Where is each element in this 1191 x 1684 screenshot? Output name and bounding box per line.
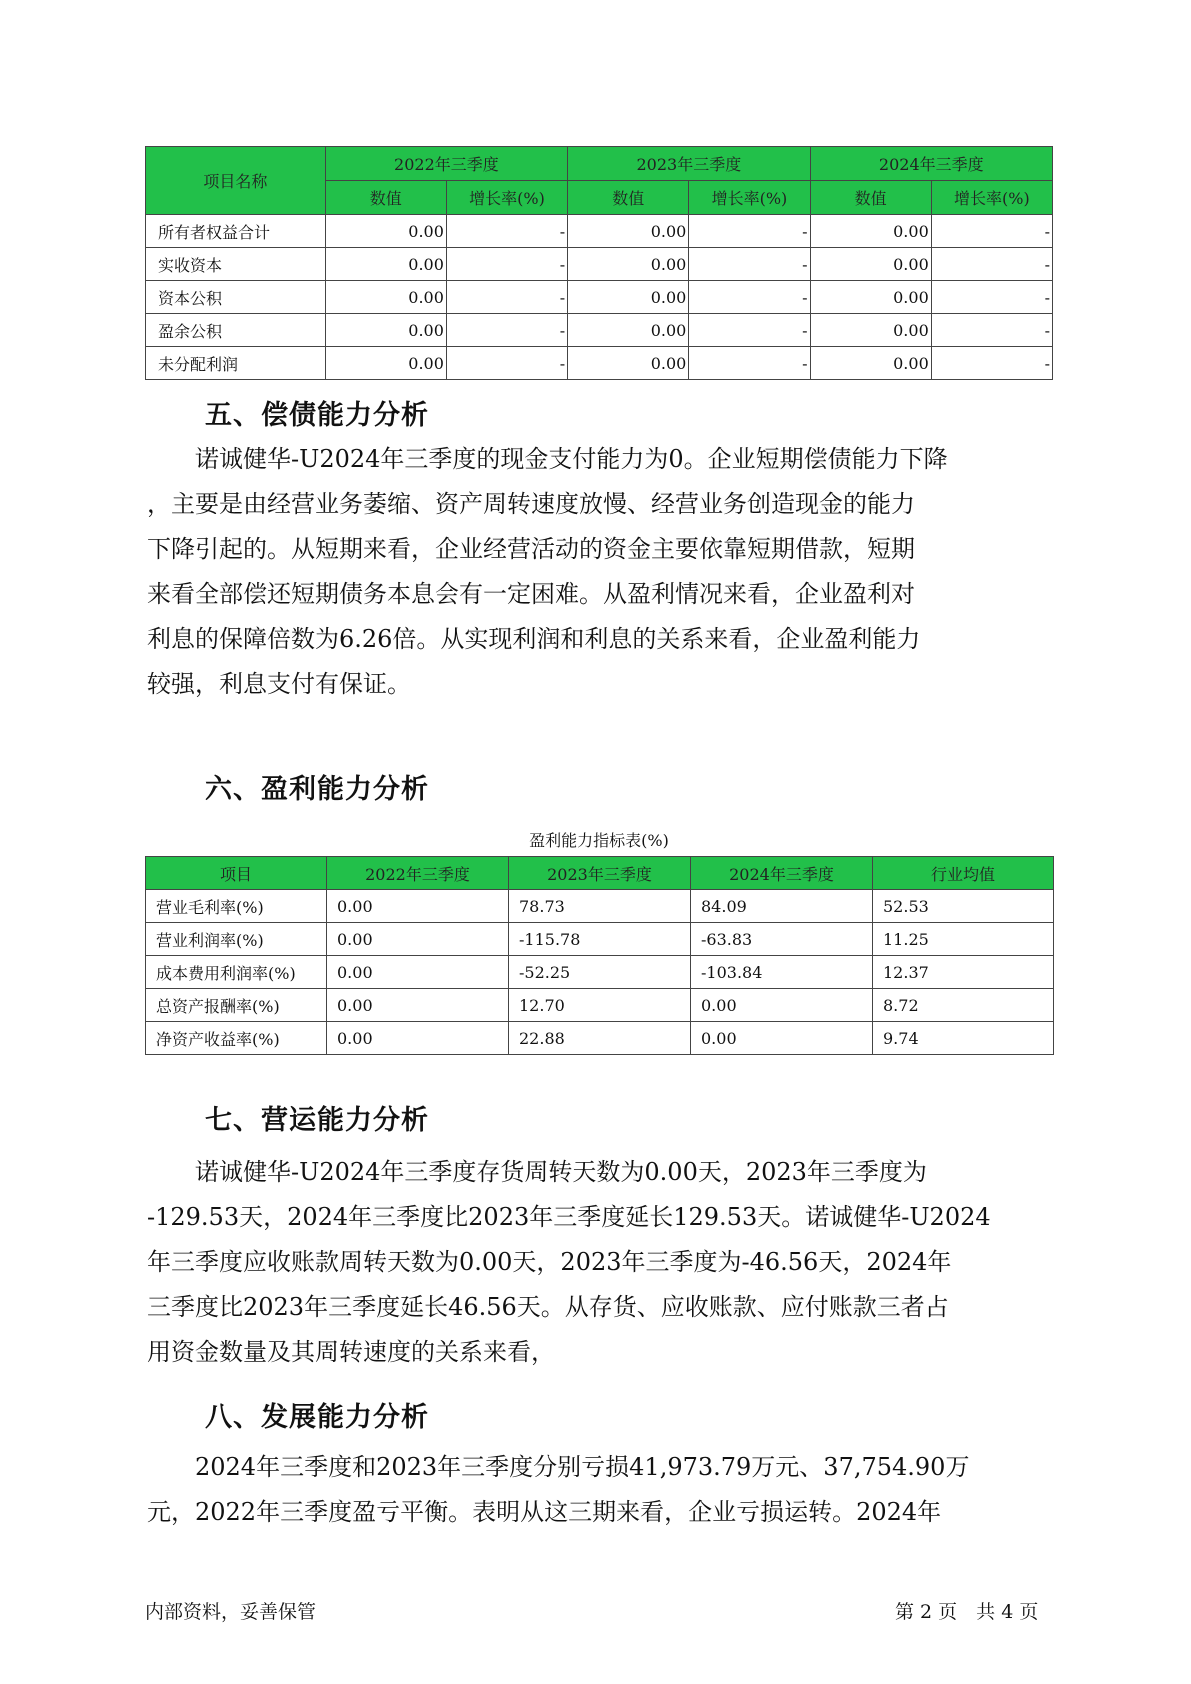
value-cell: 9.74	[873, 1022, 1054, 1055]
section-5-paragraph	[147, 437, 1057, 707]
section-6-title: 六、盈利能力分析	[205, 774, 429, 805]
row-label: 盈余公积	[146, 314, 326, 347]
profit-table-body	[146, 890, 1054, 1055]
value-cell: 0.00	[568, 248, 689, 281]
value-cell: -103.84	[691, 956, 873, 989]
value-cell: 78.73	[509, 890, 691, 923]
value-cell: 0.00	[325, 215, 446, 248]
footer-page-number: 第 2 页 共 4 页	[895, 1601, 1039, 1623]
value-cell: 0.00	[327, 890, 509, 923]
paragraph-line: ，主要是由经营业务萎缩、资产周转速度放慢、经营业务创造现金的能力	[147, 490, 915, 518]
growth-cell: -	[446, 215, 567, 248]
growth-cell: -	[446, 314, 567, 347]
table-row	[146, 923, 1054, 956]
value-cell: 0.00	[810, 314, 931, 347]
table-row	[146, 248, 1053, 281]
value-cell: 0.00	[810, 281, 931, 314]
paragraph-line: 来看全部偿还短期债务本息会有一定困难。从盈利情况来看，企业盈利对	[147, 580, 915, 608]
value-cell: -52.25	[509, 956, 691, 989]
table-row	[146, 314, 1053, 347]
value-cell: 0.00	[568, 215, 689, 248]
value-cell: 12.37	[873, 956, 1054, 989]
growth-cell: -	[689, 281, 810, 314]
value-cell: 0.00	[325, 281, 446, 314]
paragraph-line: 下降引起的。从短期来看，企业经营活动的资金主要依靠短期借款，短期	[147, 535, 915, 563]
growth-cell: -	[931, 248, 1052, 281]
value-cell: 0.00	[327, 989, 509, 1022]
row-label: 营业利润率(%)	[146, 923, 327, 956]
header-growth: 增长率(%)	[446, 181, 567, 215]
growth-cell: -	[446, 248, 567, 281]
paragraph-line: 诺诚健华-U2024年三季度的现金支付能力为0。企业短期偿债能力下降	[147, 445, 948, 473]
paragraph-line: 用资金数量及其周转速度的关系来看，	[147, 1338, 555, 1366]
value-cell: 8.72	[873, 989, 1054, 1022]
value-cell: 0.00	[327, 1022, 509, 1055]
header-period-2024: 2024年三季度	[691, 857, 873, 890]
table-row	[146, 281, 1053, 314]
section-5-title: 五、偿债能力分析	[205, 400, 429, 431]
table-row	[146, 956, 1054, 989]
header-item: 项目	[146, 857, 327, 890]
value-cell: -115.78	[509, 923, 691, 956]
growth-cell: -	[446, 281, 567, 314]
value-cell: 22.88	[509, 1022, 691, 1055]
growth-cell: -	[446, 347, 567, 380]
row-label: 成本费用利润率(%)	[146, 956, 327, 989]
equity-table-body	[146, 215, 1053, 380]
header-period-2022: 2022年三季度	[327, 857, 509, 890]
growth-cell: -	[931, 314, 1052, 347]
value-cell: 84.09	[691, 890, 873, 923]
header-period-2022: 2022年三季度	[325, 147, 567, 181]
paragraph-line: 年三季度应收账款周转天数为0.00天，2023年三季度为-46.56天，2024年	[147, 1248, 952, 1276]
value-cell: 0.00	[325, 248, 446, 281]
equity-table-header	[146, 147, 1053, 215]
paragraph-line: 元，2022年三季度盈亏平衡。表明从这三期来看，企业亏损运转。2024年	[147, 1498, 942, 1526]
value-cell: 0.00	[691, 989, 873, 1022]
paragraph-line: 2024年三季度和2023年三季度分别亏损41,973.79万元、37,754.90万	[147, 1453, 970, 1481]
header-value: 数值	[810, 181, 931, 215]
header-value: 数值	[325, 181, 446, 215]
table-row	[146, 347, 1053, 380]
header-growth: 增长率(%)	[931, 181, 1052, 215]
value-cell: 0.00	[691, 1022, 873, 1055]
section-8-title: 八、发展能力分析	[205, 1402, 429, 1433]
paragraph-line: 较强，利息支付有保证。	[147, 670, 411, 698]
paragraph-line: 利息的保障倍数为6.26倍。从实现利润和利息的关系来看，企业盈利能力	[147, 625, 921, 653]
header-period-2023: 2023年三季度	[509, 857, 691, 890]
growth-cell: -	[689, 347, 810, 380]
value-cell: -63.83	[691, 923, 873, 956]
section-7-title: 七、营运能力分析	[205, 1105, 429, 1136]
paragraph-line: 三季度比2023年三季度延长46.56天。从存货、应收账款、应付账款三者占	[147, 1293, 949, 1321]
header-value: 数值	[568, 181, 689, 215]
value-cell: 0.00	[327, 923, 509, 956]
growth-cell: -	[689, 215, 810, 248]
profit-table	[145, 856, 1054, 1055]
growth-cell: -	[931, 347, 1052, 380]
growth-cell: -	[931, 215, 1052, 248]
table-row	[146, 1022, 1054, 1055]
header-item-name: 项目名称	[146, 147, 326, 215]
value-cell: 0.00	[325, 347, 446, 380]
value-cell: 0.00	[325, 314, 446, 347]
table-row	[146, 215, 1053, 248]
value-cell: 12.70	[509, 989, 691, 1022]
value-cell: 0.00	[810, 347, 931, 380]
row-label: 净资产收益率(%)	[146, 1022, 327, 1055]
value-cell: 0.00	[810, 215, 931, 248]
table-row	[146, 989, 1054, 1022]
equity-table	[145, 146, 1053, 380]
growth-cell: -	[931, 281, 1052, 314]
table-row	[146, 890, 1054, 923]
row-label: 资本公积	[146, 281, 326, 314]
row-label: 总资产报酬率(%)	[146, 989, 327, 1022]
row-label: 实收资本	[146, 248, 326, 281]
value-cell: 0.00	[568, 347, 689, 380]
section-7-paragraph	[147, 1150, 1057, 1375]
header-period-2023: 2023年三季度	[568, 147, 810, 181]
header-industry-average: 行业均值	[873, 857, 1054, 890]
growth-cell: -	[689, 248, 810, 281]
footer-confidential-note: 内部资料，妥善保管	[145, 1601, 317, 1623]
header-growth: 增长率(%)	[689, 181, 810, 215]
value-cell: 0.00	[568, 314, 689, 347]
value-cell: 0.00	[568, 281, 689, 314]
value-cell: 11.25	[873, 923, 1054, 956]
value-cell: 0.00	[810, 248, 931, 281]
row-label: 营业毛利率(%)	[146, 890, 327, 923]
profit-table-caption: 盈利能力指标表(%)	[529, 831, 669, 850]
header-period-2024: 2024年三季度	[810, 147, 1052, 181]
paragraph-line: 诺诚健华-U2024年三季度存货周转天数为0.00天，2023年三季度为	[147, 1158, 927, 1186]
value-cell: 0.00	[327, 956, 509, 989]
profit-table-header	[146, 857, 1054, 890]
paragraph-line: -129.53天，2024年三季度比2023年三季度延长129.53天。诺诚健华-U2024	[147, 1203, 991, 1231]
row-label: 未分配利润	[146, 347, 326, 380]
section-8-paragraph	[147, 1445, 1057, 1535]
growth-cell: -	[689, 314, 810, 347]
value-cell: 52.53	[873, 890, 1054, 923]
row-label: 所有者权益合计	[146, 215, 326, 248]
